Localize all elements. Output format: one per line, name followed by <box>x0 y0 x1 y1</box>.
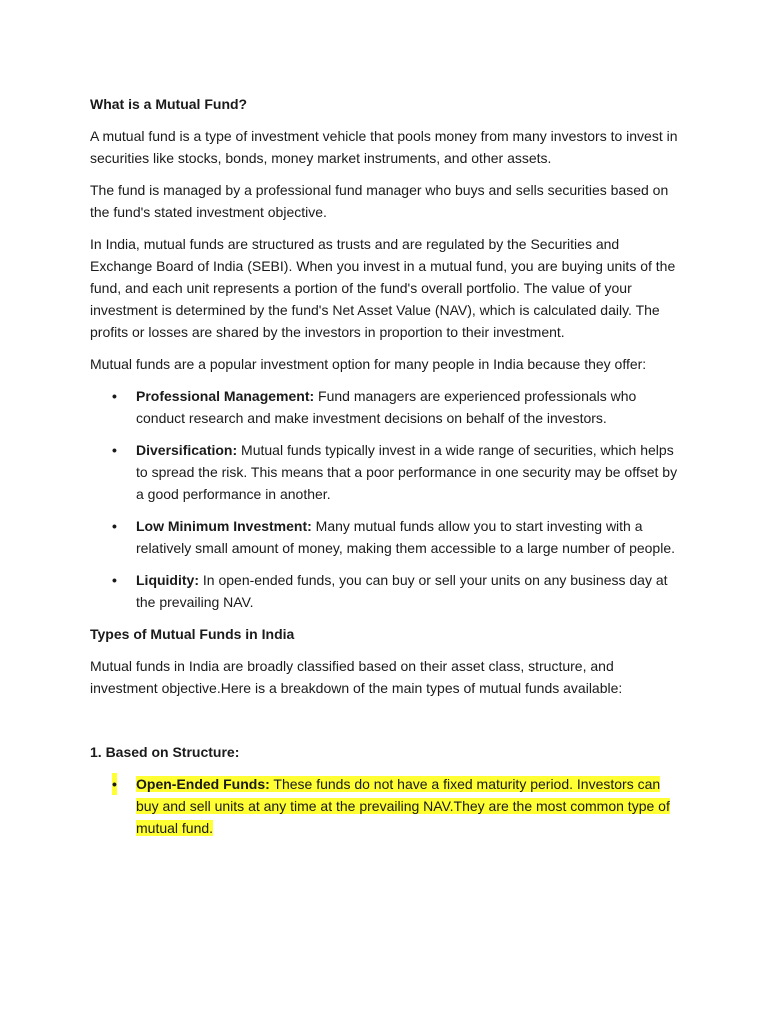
paragraph-fund-manager: The fund is managed by a professional fund manager who buys and sells securities based on the fund's stated investment objective. <box>90 182 669 220</box>
list-item-professional-management <box>90 385 680 429</box>
structure-term: Open-Ended Funds: <box>136 776 270 792</box>
benefit-term: Professional Management: <box>136 388 315 404</box>
benefit-term: Liquidity: <box>136 572 199 588</box>
list-item-open-ended-funds <box>90 773 680 839</box>
paragraph-classification: Mutual funds in India are broadly classified based on their asset class, structure, and investment objective.Here is a breakdown of the main types of mutual funds available: <box>90 658 623 696</box>
benefit-term: Diversification: <box>136 442 238 458</box>
paragraph-india-structure: In India, mutual funds are structured as trusts and are regulated by the Securities and Exchange Board of India (SEBI). When you invest in a mutual fund, you are buying units of the fund, and each unit represents a portion of the fund's overall portfolio. The value of your investment is determined by the fund's Net Asset Value (NAV), which is calculated daily. The profits or losses are shared by the investors in proportion to their investment. <box>90 236 676 340</box>
blank-line <box>90 709 680 741</box>
structure-text: These funds do not have a fixed maturity period. Investors can buy and sell units at any time at the prevailing NAV.They are the most common type of mutual fund. <box>136 776 670 836</box>
benefit-text: Fund managers are experienced professionals who conduct research and make investment decisions on behalf of the investors. <box>136 388 637 426</box>
benefit-text: Mutual funds typically invest in a wide range of securities, which helps to spread the risk. This means that a poor performance in one security may be offset by a good performance in another. <box>136 442 678 502</box>
bullet-icon: • <box>112 572 117 588</box>
paragraph-definition: A mutual fund is a type of investment vehicle that pools money from many investors to invest in securities like stocks, bonds, money market instruments, and other assets. <box>90 128 678 166</box>
bullet-icon: • <box>112 773 117 795</box>
benefit-text: In open-ended funds, you can buy or sell your units on any business day at the prevailing NAV. <box>136 572 668 610</box>
list-item-diversification <box>90 439 680 505</box>
paragraph-benefits-intro: Mutual funds are a popular investment option for many people in India because they offer: <box>90 356 647 372</box>
benefits-list <box>90 385 680 613</box>
document-page <box>90 93 680 849</box>
bullet-icon: • <box>112 442 117 458</box>
heading-types-of-mutual-funds: Types of Mutual Funds in India <box>90 626 295 642</box>
bullet-icon: • <box>112 388 117 404</box>
heading-based-on-structure: 1. Based on Structure: <box>90 744 240 760</box>
structure-list <box>90 773 680 839</box>
benefit-term: Low Minimum Investment: <box>136 518 312 534</box>
bullet-icon: • <box>112 518 117 534</box>
list-item-low-minimum-investment <box>90 515 680 559</box>
list-item-liquidity <box>90 569 680 613</box>
heading-what-is-mutual-fund: What is a Mutual Fund? <box>90 96 248 112</box>
benefit-text: Many mutual funds allow you to start investing with a relatively small amount of money, making them accessible to a large number of people. <box>136 518 676 556</box>
